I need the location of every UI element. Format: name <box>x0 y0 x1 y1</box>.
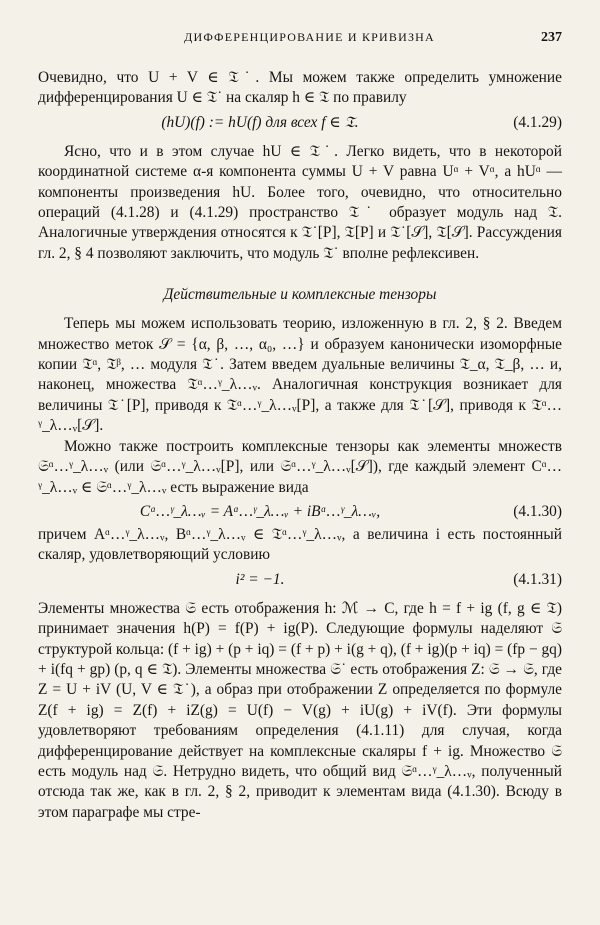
equation-number: (4.1.30) <box>513 502 562 520</box>
equation-4-1-30 <box>38 500 562 523</box>
paragraph-1: Очевидно, что U + V ∈ 𝔗˙. Мы можем также определить умножение дифференцирования U ∈ 𝔗˙ на скаляр h ∈ 𝔗 по правилу <box>38 69 562 107</box>
paragraph-6: Элементы множества 𝔖 есть отображения h: ℳ → C, где h = f + ig (f, g ∈ 𝔗) принимает значения h(P) = f(P) + ig(P). Следующие формулы наделяют 𝔖 структурой кольца: (f + ig) + (p + iq) = (f + p) + i(g + q), (f + ig)(p + iq) = (fp − gq) + i(fq + gp) (p, q ∈ 𝔗). Элементы множества 𝔖˙ есть отображения Z: 𝔖 → 𝔖, где Z = U + iV (U, V ∈ 𝔗˙), а образ при отображении Z определяется по формуле Z(f + ig) = Z(f) + iZ(g) = U(f) − V(g) + iU(g) + iV(f). Эти формулы удовлетворяют требованиям определения (4.1.11) для случая, когда дифференцирование действует на комплексные скаляры f + ig. Множество 𝔖 есть модуль над 𝔖. Нетрудно видеть, что общий вид 𝔖ᵅ…ᵞ_λ…ᵥ, полученный отсюда так же, как в гл. 2, § 2, приводит к элементам вида (4.1.30). Всюду в этом параграфе мы стре- <box>38 599 562 821</box>
equation-number: (4.1.29) <box>513 113 562 131</box>
paragraph-2: Ясно, что и в этом случае hU ∈ 𝔗˙. Легко видеть, что в некоторой координатной системе α-я компонента суммы U + V равна Uᵅ + Vᵅ, а hUᵅ — компоненты произведения hU. Более того, очевидно, что относительно операций (4.1.28) и (4.1.29) пространство 𝔗˙ образует модуль над 𝔗. Аналогичные утверждения относятся к 𝔗˙[P], 𝔗[P] и 𝔗˙[𝒮], 𝔗[𝒮]. Рассуждения гл. 2, § 4 позволяют заключить, что модуль 𝔗˙ вполне рефлексивен. <box>38 142 562 262</box>
paragraph-4: Можно также построить комплексные тензоры как элементы множеств 𝔖ᵅ…ᵞ_λ…ᵥ (или 𝔖ᵅ…ᵞ_λ…ᵥ[P], или 𝔖ᵅ…ᵞ_λ…ᵥ[𝒮]), где каждый элемент Cᵅ…ᵞ_λ…ᵥ ∈ 𝔖ᵅ…ᵞ_λ…ᵥ есть выражение вида <box>38 437 562 496</box>
section-title: Действительные и комплексные тензоры <box>163 286 437 304</box>
running-title: ДИФФЕРЕНЦИРОВАНИЕ И КРИВИЗНА <box>184 30 435 44</box>
equation-4-1-31 <box>38 568 562 591</box>
equation-formula: i² = −1. <box>235 570 285 588</box>
running-header <box>38 30 562 46</box>
page-number: 237 <box>541 30 562 45</box>
equation-4-1-29 <box>38 111 562 134</box>
paragraph-5: причем Aᵅ…ᵞ_λ…ᵥ, Bᵅ…ᵞ_λ…ᵥ ∈ 𝔗ᵅ…ᵞ_λ…ᵥ, а величина i есть постоянный скаляр, удовлетворяющий условию <box>38 525 562 564</box>
equation-formula: (hU)(f) := hU(f) для всех f ∈ 𝔗. <box>161 113 359 131</box>
paragraph-3: Теперь мы можем использовать теорию, изложенную в гл. 2, § 2. Введем множество меток 𝒮 = {α, β, …, α₀, …} и образуем канонически изоморфные копии 𝔗ᵅ, 𝔗ᵝ, … модуля 𝔗˙. Затем введем дуальные величины 𝔗_α, 𝔗_β, … и, наконец, множества 𝔗ᵅ…ᵞ_λ…ᵥ. Аналогичная конструкция возникает для величины 𝔗˙[P], приводя к 𝔗ᵅ…ᵞ_λ…ᵥ[P], а также для 𝔗˙[𝒮], приводя к 𝔗ᵅ…ᵞ_λ…ᵥ[𝒮]. <box>38 315 562 435</box>
equation-formula: Cᵅ…ᵞ_λ…ᵥ = Aᵅ…ᵞ_λ…ᵥ + iBᵅ…ᵞ_λ…ᵥ, <box>139 502 381 520</box>
equation-number: (4.1.31) <box>513 570 562 588</box>
